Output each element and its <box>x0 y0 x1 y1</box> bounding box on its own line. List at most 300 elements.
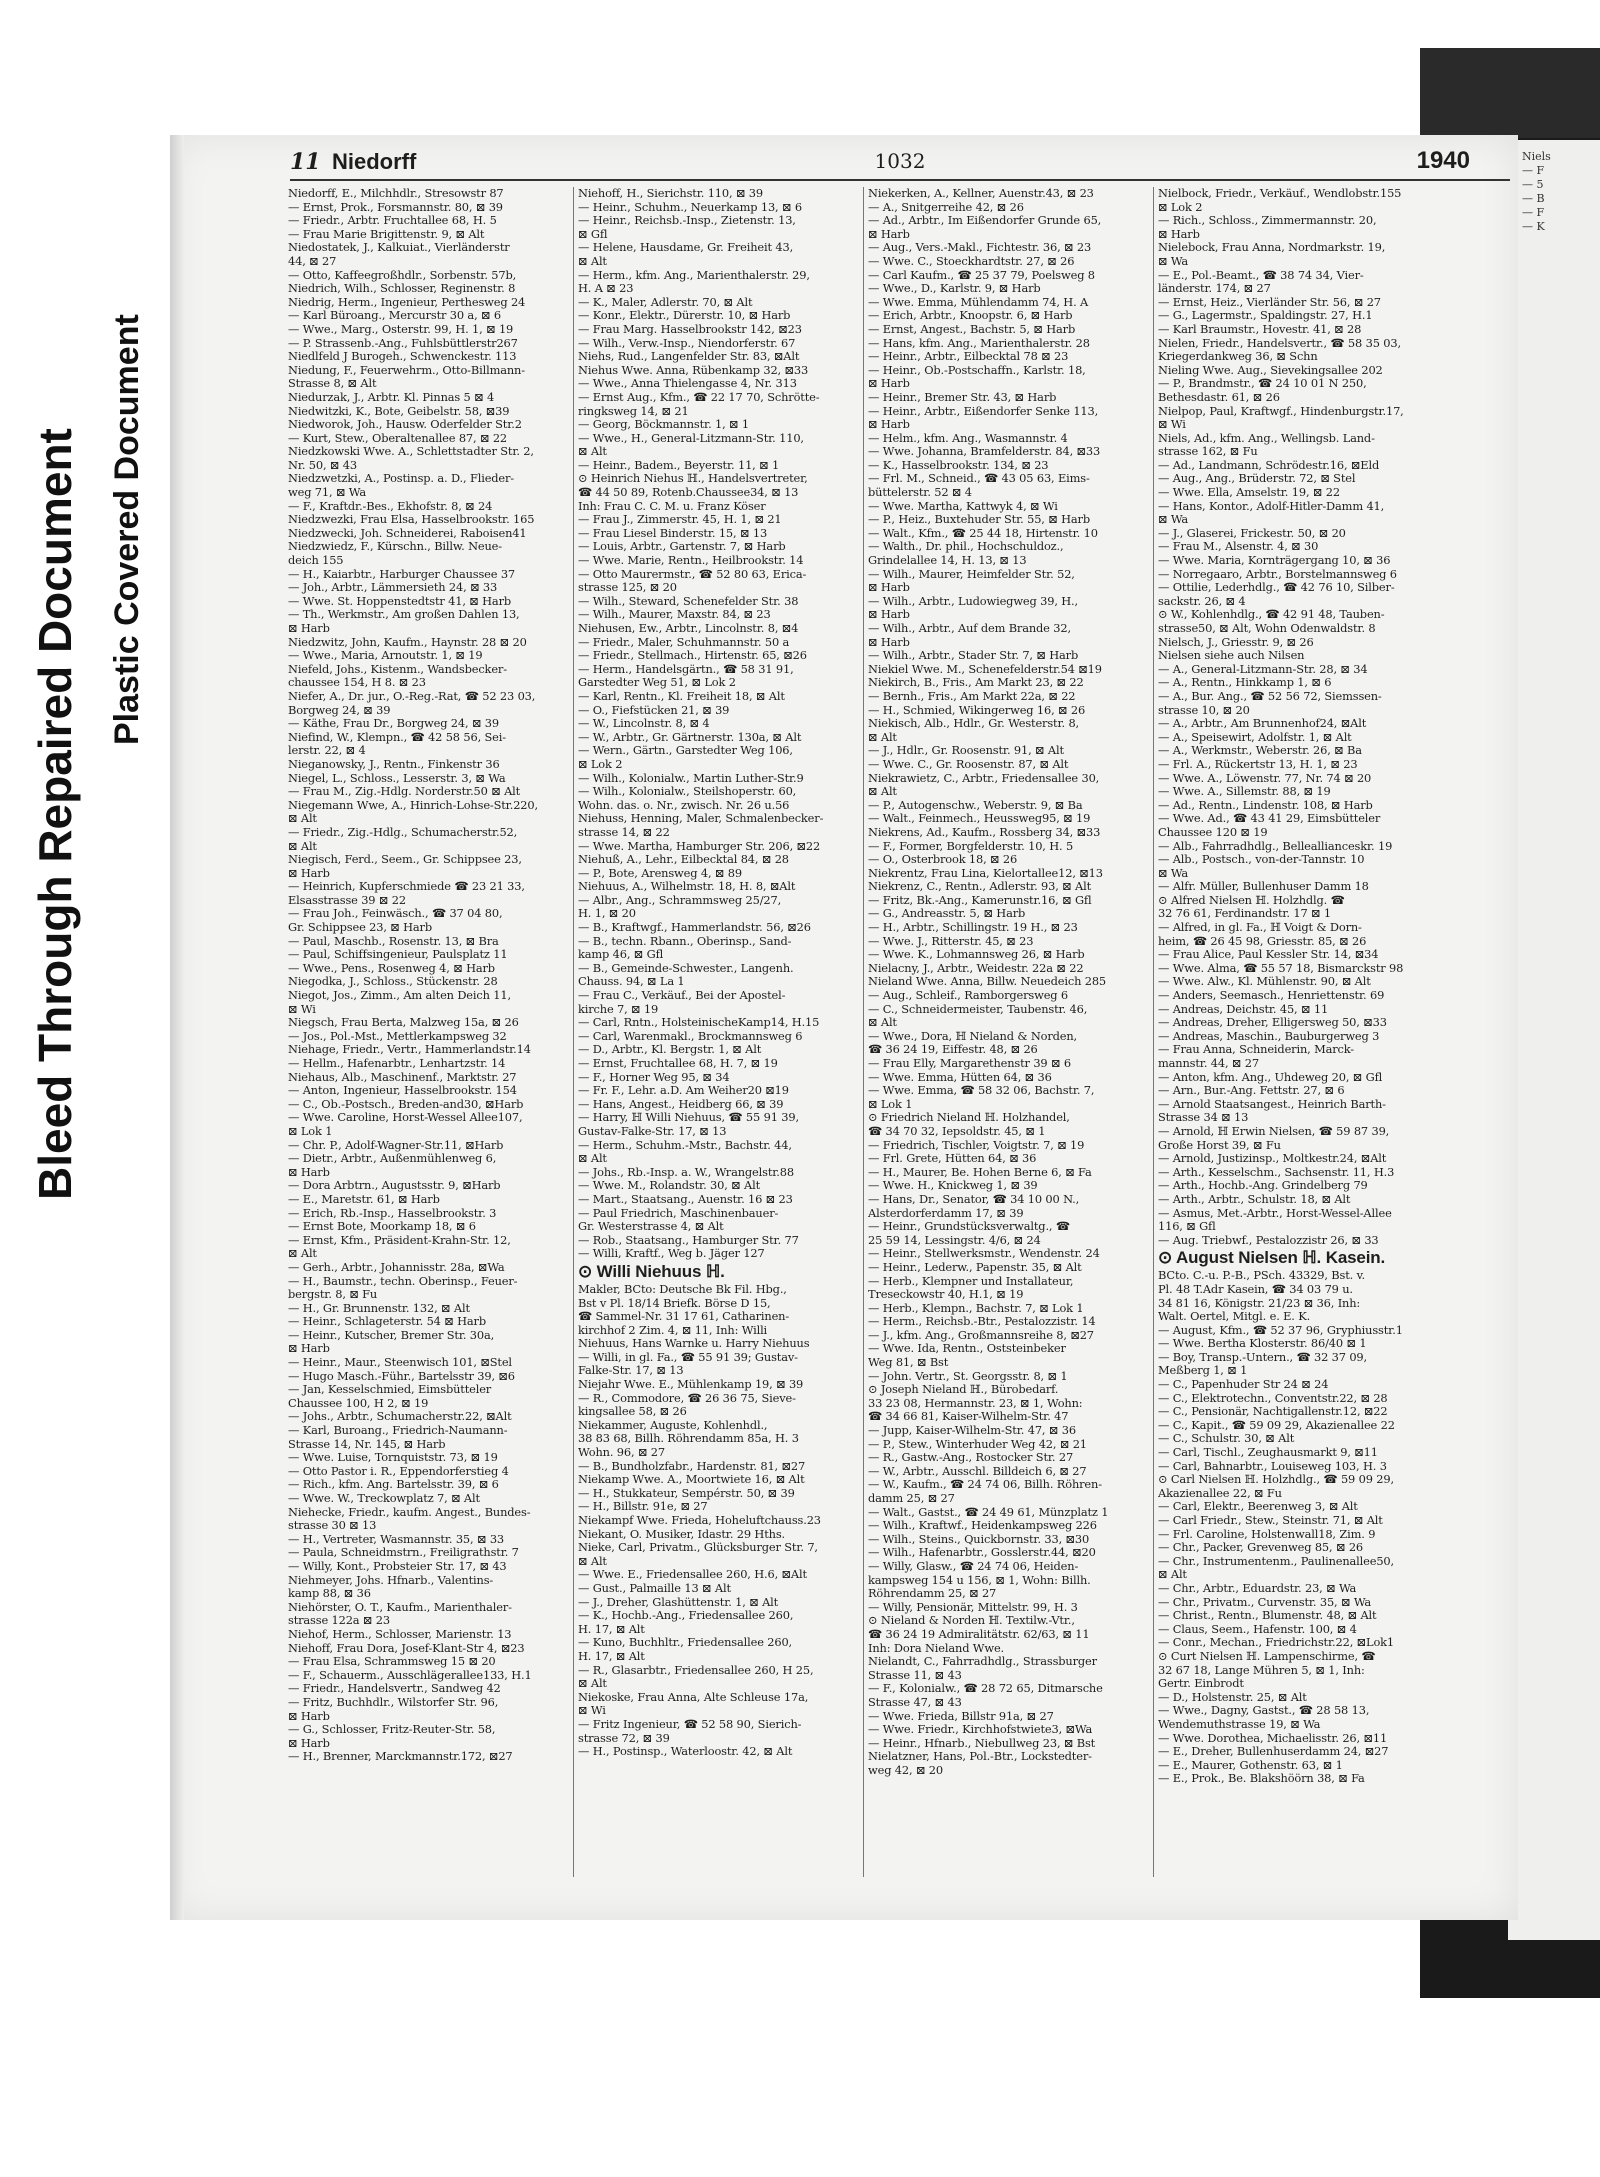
directory-entry-line: — E., Prok., Be. Blakshöörn 38, ⊠ Fa <box>1158 1772 1365 1786</box>
directory-entry-line: — Wilh., Maurer, Heimfelder Str. 52, <box>868 567 1075 581</box>
directory-entry-line: ringksweg 14, ⊠ 21 <box>578 404 689 418</box>
directory-entry-line: — Friedr., Maler, Schuhmannstr. 50 a <box>578 635 790 649</box>
directory-entry-line: — D., Arbtr., Kl. Bergstr. 1, ⊠ Alt <box>578 1043 762 1057</box>
directory-entry-line: — G., Schlosser, Fritz-Reuter-Str. 58, <box>288 1723 496 1737</box>
directory-entry-line: — H., Schmied, Wikingerweg 16, ⊠ 26 <box>868 703 1086 717</box>
directory-entry-line: Niedzwitz, John, Kaufm., Haynstr. 28 ⊠ 20 <box>288 635 527 649</box>
directory-entry-line: ⊙ Joseph Nieland ℍ., Bürobedarf. <box>868 1383 1059 1397</box>
directory-entry-line: — Wwe. Maria, Kornträgergang 10, ⊠ 36 <box>1158 554 1391 568</box>
directory-entry-line: — W., Kaufm., ☎ 24 74 06, Billh. Röhren- <box>868 1478 1102 1492</box>
directory-entry-line: — Aug. Triebwf., Pestalozzistr 26, ⊠ 33 <box>1158 1233 1379 1247</box>
directory-entry-line: — H., Billstr. 91e, ⊠ 27 <box>578 1500 708 1514</box>
directory-entry-line: 33 23 08, Hermannstr. 23, ⊠ 1, Wohn: <box>868 1396 1083 1410</box>
directory-entry-line: kirche 7, ⊠ 19 <box>578 1002 659 1016</box>
directory-entry-line: — F., Schauerm., Ausschlägerallee133, H.1 <box>288 1668 532 1682</box>
directory-entry-line: — B., Kraftwgf., Hammerlandstr. 56, ⊠26 <box>578 921 811 935</box>
directory-entry-line: Chaussee 100, H 2, ⊠ 19 <box>288 1396 429 1410</box>
directory-entry-line: — Ad., Rentn., Lindenstr. 108, ⊠ Harb <box>1158 798 1373 812</box>
directory-entry-line: Nielebock, Frau Anna, Nordmarkstr. 19, <box>1158 241 1386 255</box>
directory-entry-line: Niekisch, Alb., Hdlr., Gr. Westerstr. 8, <box>868 717 1080 731</box>
page-header <box>290 145 1510 181</box>
directory-entry-line: — Friedr., Arbtr. Fruchtallee 68, H. 5 <box>288 214 497 228</box>
directory-entry-line: — R., Commodore, ☎ 26 36 75, Sieve- <box>578 1391 796 1405</box>
directory-entry-line: Röhrendamm 25, ⊠ 27 <box>868 1587 997 1601</box>
directory-entry-line: Niedworok, Joh., Hausw. Oderfelder Str.2 <box>288 418 522 432</box>
directory-entry-line: — Gerh., Arbtr., Johannisstr. 28a, ⊠Wa <box>288 1260 505 1274</box>
directory-entry-line: Nielatzner, Hans, Pol.-Btr., Lockstedter- <box>868 1750 1092 1764</box>
directory-entry-line: Nielandt, C., Fahrradhdlg., Strassburger <box>868 1655 1097 1669</box>
directory-entry-line: — F., Horner Weg 95, ⊠ 34 <box>578 1070 730 1084</box>
directory-entry-line: — Harry, ℍ Willi Niehuus, ☎ 55 91 39, <box>578 1111 799 1125</box>
directory-entry-line: Garstedter Weg 51, ⊠ Lok 2 <box>578 676 736 690</box>
directory-entry-line: Walt. Oertel, Mitgl. e. E. K. <box>1158 1310 1311 1324</box>
directory-entry-line: strasse 72, ⊠ 39 <box>578 1731 670 1745</box>
directory-entry-line: ⊙ Nieland & Norden ℍ. Textilw.-Vtr., <box>868 1614 1075 1628</box>
directory-entry-line: Niehörster, O. T., Kaufm., Marienthaler- <box>288 1600 512 1614</box>
directory-entry-line: — Heinr., Badem., Beyerstr. 11, ⊠ 1 <box>578 458 780 472</box>
directory-entry-line: — Arn., Bur.-Ang. Fettstr. 27, ⊠ 6 <box>1158 1084 1345 1098</box>
directory-entry-line: Niedung, F., Feuerwehrm., Otto-Billmann- <box>288 363 525 377</box>
directory-entry-line: — Anders, Seemasch., Henriettenstr. 69 <box>1158 989 1385 1003</box>
directory-entry-line: ☎ 36 24 19 Admiralitätstr. 62/63, ⊠ 11 <box>868 1627 1090 1641</box>
directory-entry-line: Nieling Wwe. Aug., Sievekingsallee 202 <box>1158 363 1383 377</box>
directory-entry-line: — Wwe. E., Friedensallee 260, H.6, ⊠Alt <box>578 1568 807 1582</box>
directory-entry-line: büttelerstr. 52 ⊠ 4 <box>868 486 972 500</box>
directory-entry-line: ⊠ Wa <box>1158 254 1189 268</box>
directory-entry-line: — H., Postinsp., Waterloostr. 42, ⊠ Alt <box>578 1745 793 1759</box>
directory-column-4 <box>1158 187 1444 1887</box>
directory-entry-line: — Herm., Handelsgärtn., ☎ 58 31 91, <box>578 662 794 676</box>
directory-entry-line: ⊠ Alt <box>578 1554 607 1568</box>
directory-entry-line: — B., techn. Rbann., Oberinsp., Sand- <box>578 934 792 948</box>
directory-entry-line: — Dietr., Arbtr., Außenmühlenweg 6, <box>288 1152 497 1166</box>
directory-entry-line: — Aug., Schleif., Ramborgersweg 6 <box>868 989 1068 1003</box>
directory-entry-line: Niels, Ad., kfm. Ang., Wellingsb. Land- <box>1158 431 1375 445</box>
directory-entry-line: strasse50, ⊠ Alt, Wohn Odenwaldstr. 8 <box>1158 622 1376 635</box>
directory-entry-line: — E., Maretstr. 61, ⊠ Harb <box>288 1192 440 1206</box>
directory-entry-line: Niekrawietz, C., Arbtr., Friedensallee 30, <box>868 771 1100 785</box>
directory-entry-line: ☎ Sammel-Nr. 31 17 61, Catharinen- <box>578 1310 790 1324</box>
directory-entry-line: — Herm., Reichsb.-Btr., Pestalozzistr. 14 <box>868 1315 1096 1329</box>
directory-entry-line: — Th., Werkmstr., Am großen Dahlen 13, <box>288 608 520 622</box>
directory-entry-line: Niekampf Wwe. Frieda, Hoheluftchauss.23 <box>578 1514 821 1527</box>
directory-entry-line: Niehoff, Frau Dora, Josef-Klant-Str 4, ⊠23 <box>288 1641 525 1655</box>
directory-entry-line: — H., Baumstr., techn. Oberinsp., Feuer- <box>288 1274 518 1288</box>
directory-entry-line: — Karl Braumstr., Hovestr. 41, ⊠ 28 <box>1158 322 1362 336</box>
directory-entry-line: — Carl, Warenmakl., Brockmannsweg 6 <box>578 1029 803 1043</box>
scanner-bed-top <box>1420 48 1600 138</box>
directory-entry-line: — Wwe. Alw., Kl. Mühlenstr. 90, ⊠ Alt <box>1158 975 1371 989</box>
directory-entry-line: — Frau Marg. Hasselbrookstr 142, ⊠23 <box>578 322 802 336</box>
directory-entry-line: — Fr. F., Lehr. a.D. Am Weiher20 ⊠19 <box>578 1084 789 1098</box>
directory-entry-line: — August, Kfm., ☎ 52 37 96, Gryphiusstr.1 <box>1158 1323 1403 1337</box>
adjacent-page-fragment: Niels <box>1522 150 1551 163</box>
directory-entry-line: Elsasstrasse 39 ⊠ 22 <box>288 893 406 907</box>
directory-entry-line: — Paul Friedrich, Maschinenbauer- <box>578 1206 779 1220</box>
directory-entry-line: — Carl Kaufm., ☎ 25 37 79, Poelsweg 8 <box>868 268 1095 282</box>
directory-entry-line: — G., Lagermstr., Spaldingstr. 27, H.1 <box>1158 309 1373 323</box>
directory-entry-line: Niegsch, Frau Berta, Malzweg 15a, ⊠ 26 <box>288 1016 519 1030</box>
directory-entry-line: — Wwe. A., Löwenstr. 77, Nr. 74 ⊠ 20 <box>1158 771 1372 785</box>
directory-entry-line: Nielen, Friedr., Handelsvertr., ☎ 58 35 03, <box>1158 336 1401 350</box>
directory-entry-line: — Wilh., Kolonialw., Martin Luther-Str.9 <box>578 771 804 785</box>
directory-entry-line: — Paul, Maschb., Rosenstr. 13, ⊠ Bra <box>288 934 499 948</box>
directory-entry-line: Nielacny, J., Arbtr., Weidestr. 22a ⊠ 22 <box>868 961 1084 975</box>
directory-entry-line: — Chr., Instrumentenm., Paulinenallee50, <box>1158 1554 1395 1568</box>
directory-entry-line: ⊠ Alt <box>288 839 317 853</box>
directory-entry-line: H. A ⊠ 23 <box>578 282 634 296</box>
directory-entry-line: — Wwe., Maria, Arnoutstr. 1, ⊠ 19 <box>288 649 483 663</box>
directory-entry-line: — Aug., Ang., Brüderstr. 72, ⊠ Stel <box>1158 472 1356 486</box>
directory-entry-line: ⊠ Wi <box>288 1002 316 1016</box>
directory-entry-line: Niehuss, Henning, Maler, Schmalenbecker- <box>578 812 824 826</box>
directory-entry-line: — Frau Elsa, Schrammsweg 15 ⊠ 20 <box>288 1655 496 1669</box>
directory-entry-line: — Herb., Klempner und Installateur, <box>868 1274 1074 1288</box>
directory-entry-line: sackstr. 26, ⊠ 4 <box>1158 594 1246 608</box>
directory-entry-line: — A., Bur. Ang., ☎ 52 56 72, Siemssen- <box>1158 689 1382 703</box>
directory-entry-line: — C., Elektrotechn., Conventstr.22, ⊠ 28 <box>1158 1391 1388 1405</box>
directory-entry-line: — C., Ob.-Postsch., Breden-and30, ⊠Harb <box>288 1097 524 1111</box>
directory-entry-line: Niedzwecki, Joh. Schneiderei, Raboisen41 <box>288 526 527 540</box>
directory-entry-line: Meßberg 1, ⊠ 1 <box>1158 1364 1248 1378</box>
directory-entry-line: — W., Arbtr., Ausschl. Billdeich 6, ⊠ 27 <box>868 1464 1087 1478</box>
adjacent-page-fragment: — F <box>1522 206 1545 219</box>
directory-entry-line: — Friedr., Stellmach., Hirtenstr. 65, ⊠26 <box>578 649 807 663</box>
directory-entry-line: Nieganowsky, J., Rentn., Finkenstr 36 <box>288 757 500 771</box>
directory-entry-line: Niekerken, A., Kellner, Auenstr.43, ⊠ 23 <box>868 187 1094 200</box>
directory-entry-line: ⊠ Harb <box>288 866 330 880</box>
scanned-page <box>170 135 1518 1920</box>
directory-entry-line: — A., Arbtr., Am Brunnenhof24, ⊠Alt <box>1158 717 1367 731</box>
directory-entry-line: Strasse 14, Nr. 145, ⊠ Harb <box>288 1437 446 1451</box>
directory-entry-line: Niedrig, Herm., Ingenieur, Perthesweg 24 <box>288 295 526 309</box>
directory-entry-line: — Kurt, Stew., Oberaltenallee 87, ⊠ 22 <box>288 431 508 445</box>
directory-entry-line: strasse 14, ⊠ 22 <box>578 825 670 839</box>
directory-entry-line: — Wilh., Arbtr., Ludowiegweg 39, H., <box>868 594 1078 608</box>
directory-entry-line: — Bernh., Fris., Am Markt 22a, ⊠ 22 <box>868 689 1076 703</box>
directory-entry-line: — C., Kapit., ☎ 59 09 29, Akazienallee 22 <box>1158 1418 1395 1432</box>
directory-entry-line: — A., Werkmstr., Weberstr. 26, ⊠ Ba <box>1158 744 1362 758</box>
directory-entry-line: Niedzwezki, Frau Elsa, Hasselbrookstr. 165 <box>288 513 535 527</box>
directory-entry-line: Niehs, Rud., Langenfelder Str. 83, ⊠Alt <box>578 350 800 364</box>
directory-entry-line: — Erich, Arbtr., Knoopstr. 6, ⊠ Harb <box>868 309 1073 323</box>
directory-entry-line: — Wwe. W., Treckowplatz 7, ⊠ Alt <box>288 1492 480 1505</box>
directory-entry-line: — P., Bote, Arensweg 4, ⊠ 89 <box>578 866 742 880</box>
directory-entry-line: — Wwe. Martha, Kattwyk 4, ⊠ Wi <box>868 499 1058 513</box>
directory-entry-line: — O., Osterbrook 18, ⊠ 26 <box>868 853 1018 867</box>
directory-entry-line: Gertr. Einbrodt <box>1158 1677 1244 1691</box>
directory-entry-line: Bethesdastr. 61, ⊠ 26 <box>1158 390 1280 404</box>
directory-entry-line: ⊠ Alt <box>578 254 607 268</box>
directory-entry-line: — Dora Arbtrn., Augustsstr. 9, ⊠Harb <box>288 1179 501 1193</box>
directory-entry-line: — Chr., Arbtr., Eduardstr. 23, ⊠ Wa <box>1158 1581 1357 1595</box>
directory-entry-line: — Wilh., Steward, Schenefelder Str. 38 <box>578 594 799 608</box>
directory-entry-line: — Claus, Seem., Hafenstr. 100, ⊠ 4 <box>1158 1622 1357 1636</box>
directory-column-1 <box>288 187 574 1887</box>
directory-entry-line: ⊠ Harb <box>288 1165 330 1179</box>
directory-entry-line: — Andreas, Maschin., Bauburgerweg 3 <box>1158 1029 1380 1043</box>
directory-entry-line: Niekammer, Auguste, Kohlenhdl., <box>578 1418 768 1432</box>
directory-entry-line: Niekant, O. Musiker, Idastr. 29 Hths. <box>578 1527 785 1541</box>
directory-entry-line: — H., Stukkateur, Sempérstr. 50, ⊠ 39 <box>578 1486 795 1500</box>
directory-entry-line: — J., Glaserei, Frickestr. 50, ⊠ 20 <box>1158 526 1346 540</box>
directory-entry-line: Nr. 50, ⊠ 43 <box>288 458 357 472</box>
directory-entry-line: — Käthe, Frau Dr., Borgweg 24, ⊠ 39 <box>288 717 500 731</box>
directory-entry-line: — Wwe. Bertha Klosterstr. 86/40 ⊠ 1 <box>1158 1337 1367 1351</box>
directory-entry-line: Niehecke, Friedr., kaufm. Angest., Bundes- <box>288 1505 531 1519</box>
directory-entry-line: — Karl Büroang., Mercurstr 30 a, ⊠ 6 <box>288 309 501 323</box>
directory-entry-line: H. 17, ⊠ Alt <box>578 1649 645 1663</box>
directory-entry-line: — Frl. M., Schneid., ☎ 43 05 63, Eims- <box>868 472 1090 486</box>
directory-entry-line: — Alb., Fahrradhdlg., Belleallianceskr. 19 <box>1158 839 1393 853</box>
directory-entry-line: — Jos., Pol.-Mst., Mettlerkampsweg 32 <box>288 1029 507 1043</box>
directory-entry-line: — Frau Liesel Binderstr. 15, ⊠ 13 <box>578 526 768 540</box>
directory-entry-line: — H., Gr. Brunnenstr. 132, ⊠ Alt <box>288 1301 470 1315</box>
directory-entry-line: ⊠ Harb <box>288 1736 330 1750</box>
directory-entry-line: — Heinr., Arbtr., Eißendorfer Senke 113, <box>868 404 1099 418</box>
directory-entry-line: — Wwe., D., Karlstr. 9, ⊠ Harb <box>868 282 1041 296</box>
directory-entry-line: — Rich., Schloss., Zimmermannstr. 20, <box>1158 214 1377 228</box>
directory-entry-line: — J., Dreher, Glashüttenstr. 1, ⊠ Alt <box>578 1595 779 1609</box>
directory-entry-line: — Willy, Kont., Probsteier Str. 17, ⊠ 43 <box>288 1559 507 1573</box>
directory-entry-line: Niedzkowski Wwe. A., Schlettstadter Str. 2, <box>288 445 534 459</box>
directory-entry-line: ⊠ Alt <box>288 812 317 826</box>
directory-entry-line: — P., Brandmstr., ☎ 24 10 01 N 250, <box>1158 377 1367 391</box>
directory-entry-line: — Albr., Ang., Schrammsweg 25/27, <box>578 893 782 907</box>
directory-entry-line: strasse 162, ⊠ Fu <box>1158 445 1258 459</box>
directory-entry-line: — Chr., Privatm., Curvenstr. 35, ⊠ Wa <box>1158 1595 1372 1609</box>
directory-entry-line: — Wilh., Hafenarbtr., Gosslerstr.44, ⊠20 <box>868 1546 1096 1560</box>
directory-entry-line: — Alb., Postsch., von-der-Tannstr. 10 <box>1158 853 1365 867</box>
directory-entry-line: — Ernst, Kfm., Präsident-Krahn-Str. 12, <box>288 1233 511 1247</box>
directory-entry-line: Niehage, Friedr., Vertr., Hammerlandstr.14 <box>288 1043 531 1057</box>
directory-entry-line: ⊙ W., Kohlenhdlg., ☎ 42 91 48, Tauben- <box>1158 608 1385 622</box>
directory-entry-line: ⊠ Alt <box>868 1016 897 1030</box>
directory-entry-line: — Walt., Kfm., ☎ 25 44 18, Hirtenstr. 10 <box>868 526 1098 540</box>
directory-entry-line: — Willy, Pensionär, Mittelstr. 99, H. 3 <box>868 1600 1078 1614</box>
directory-entry-line: — Paula, Schneidmstrn., Freiligrathstr. 7 <box>288 1546 519 1560</box>
directory-entry-line: — Boy, Transp.-Untern., ☎ 32 37 09, <box>1158 1350 1367 1364</box>
directory-entry-line: Niedzwiedz, F., Kürschn., Billw. Neue- <box>288 540 502 554</box>
directory-entry-line: — Frau M., Alsenstr. 4, ⊠ 30 <box>1158 540 1319 554</box>
directory-entry-line: ⊠ Alt <box>1158 1568 1187 1582</box>
directory-entry-line: 32 67 18, Lange Mühren 5, ⊠ 1, Inh: <box>1158 1663 1365 1677</box>
directory-entry-line: — P. Strassenb.-Ang., Fuhlsbüttlerstr267 <box>288 336 518 350</box>
directory-entry-line: — Wwe., Dagny, Gastst., ☎ 28 58 13, <box>1158 1704 1370 1718</box>
directory-entry-line: Niehuus, Hans Warnke u. Harry Niehuus <box>578 1337 810 1351</box>
directory-entry-line: — Paul, Schiffsingenieur, Paulsplatz 11 <box>288 948 508 962</box>
directory-entry-line: ⊠ Alt <box>578 445 607 459</box>
directory-entry-line: — Willy, Glasw., ☎ 24 74 06, Heiden- <box>868 1559 1079 1573</box>
directory-entry-line: — Wwe. H., Knickweg 1, ⊠ 39 <box>868 1179 1038 1193</box>
directory-entry-line: deich 155 <box>288 554 344 568</box>
directory-entry-line: — Hugo Masch.-Führ., Bartelsstr 39, ⊠6 <box>288 1369 515 1383</box>
directory-entry-line: Inh: Dora Nieland Wwe. <box>868 1641 1005 1655</box>
directory-entry-line: mannstr. 44, ⊠ 27 <box>1158 1057 1259 1070</box>
directory-entry-line: ⊠ Harb <box>288 1342 330 1356</box>
directory-entry-line: ⊠ Lok 2 <box>578 757 623 771</box>
directory-entry-line: — Wwe. Marie, Rentn., Heilbrookstr. 14 <box>578 554 804 568</box>
directory-entry-line: — H., Arbtr., Schillingstr. 19 H., ⊠ 23 <box>868 921 1078 935</box>
directory-entry-line: — Conr., Mechan., Friedrichstr.22, ⊠Lok1 <box>1158 1636 1394 1650</box>
directory-entry-line: Niekamp Wwe. A., Moortwiete 16, ⊠ Alt <box>578 1473 805 1487</box>
directory-entry-line: — Wwe. St. Hoppenstedtstr 41, ⊠ Harb <box>288 594 512 608</box>
directory-entry-line: — Frau Alice, Paul Kessler Str. 14, ⊠34 <box>1158 948 1379 962</box>
directory-entry-line: ⊠ Lok 1 <box>288 1124 333 1138</box>
directory-entry-line: Niehuus, A., Wilhelmstr. 18, H. 8, ⊠Alt <box>578 880 796 894</box>
directory-entry-line: Kriegerdankweg 36, ⊠ Schn <box>1158 350 1318 364</box>
directory-entry-line: BCto. C.-u. P.-B., PSch. 43329, Bst. v. <box>1158 1269 1365 1283</box>
directory-entry-line: — Herm., kfm. Ang., Marienthalerstr. 29, <box>578 268 810 282</box>
directory-entry-line: — E., Pol.-Beamt., ☎ 38 74 34, Vier- <box>1158 268 1364 282</box>
directory-entry-line: Wohn. das. o. Nr., zwisch. Nr. 26 u.56 <box>578 798 790 812</box>
directory-entry-line: — Anton, kfm. Ang., Uhdeweg 20, ⊠ Gfl <box>1158 1070 1383 1084</box>
directory-entry-line: — Wwe. Alma, ☎ 55 57 18, Bismarckstr 98 <box>1158 961 1404 975</box>
directory-entry-line: — Wwe. Martha, Hamburger Str. 206, ⊠22 <box>578 839 821 853</box>
directory-entry-line: ⊠ Wa <box>1158 866 1189 880</box>
directory-entry-line: strasse 10, ⊠ 20 <box>1158 703 1250 717</box>
directory-entry-line: — Wilh., Arbtr., Stader Str. 7, ⊠ Harb <box>868 649 1079 663</box>
directory-entry-line: Niegodka, J., Schloss., Stückenstr. 28 <box>288 975 498 989</box>
directory-entry-line: — Wern., Gärtn., Garstedter Weg 106, <box>578 744 793 758</box>
directory-entry-line: — Carl, Elektr., Beerenweg 3, ⊠ Alt <box>1158 1500 1358 1514</box>
directory-entry-line: — Wilh., Steins., Quickbornstr. 33, ⊠30 <box>868 1532 1090 1546</box>
directory-entry-line: — C., Schulstr. 30, ⊠ Alt <box>1158 1432 1295 1446</box>
directory-entry-line: — Wwe. C., Stoeckhardtstr. 27, ⊠ 26 <box>868 254 1075 268</box>
directory-entry-line: — Christ., Rentn., Blumenstr. 48, ⊠ Alt <box>1158 1609 1377 1623</box>
directory-entry-line: Nielsen siehe auch Nilsen <box>1158 649 1305 663</box>
directory-entry-line: ⊠ Harb <box>868 608 910 622</box>
directory-entry-line: — H., Vertreter, Wasmannstr. 35, ⊠ 33 <box>288 1532 505 1546</box>
directory-entry-line: lerstr. 22, ⊠ 4 <box>288 744 366 758</box>
directory-entry-line: Nieland Wwe. Anna, Billw. Neuedeich 285 <box>868 975 1107 989</box>
directory-entry-line: weg 42, ⊠ 20 <box>868 1763 943 1777</box>
directory-entry-line: Niedzwetzki, A., Postinsp. a. D., Flieder- <box>288 472 515 486</box>
directory-entry-line: — Wwe. K., Lohmannsweg 26, ⊠ Harb <box>868 948 1085 962</box>
directory-entry-line: — Frau Joh., Feinwäsch., ☎ 37 04 80, <box>288 907 503 921</box>
directory-entry-line: — Walt., Gastst., ☎ 24 49 61, Münzplatz 1 <box>868 1505 1109 1519</box>
directory-entry-line: — Frau C., Verkäuf., Bei der Apostel- <box>578 989 786 1003</box>
directory-entry-line: — A., Snitgerreihe 42, ⊠ 26 <box>868 200 1024 214</box>
directory-entry-line: — Friedr., Handelsvertr., Sandweg 42 <box>288 1682 501 1696</box>
directory-entry-line: — Ernst, Angest., Bachstr. 5, ⊠ Harb <box>868 322 1076 336</box>
directory-entry-line: ⊙ August Nielsen ℍ. Kasein. <box>1158 1248 1386 1268</box>
directory-entry-line: ⊠ Harb <box>868 581 910 595</box>
directory-entry-line: — Erich, Rb.-Insp., Hasselbrookstr. 3 <box>288 1206 497 1220</box>
directory-entry-line: — Wwe., Anna Thielengasse 4, Nr. 313 <box>578 377 797 391</box>
annotation-margin <box>0 0 175 2177</box>
directory-entry-line: — Fritz, Bk.-Ang., Kamerunstr.16, ⊠ Gfl <box>868 893 1092 907</box>
directory-entry-line: — Ernst, Heiz., Vierländer Str. 56, ⊠ 27 <box>1158 295 1381 309</box>
directory-entry-line: ⊠ Wi <box>578 1704 606 1718</box>
directory-entry-line: — K., Hochb.-Ang., Friedensallee 260, <box>578 1609 794 1623</box>
directory-entry-line: — John. Vertr., St. Georgsstr. 8, ⊠ 1 <box>868 1369 1068 1383</box>
directory-entry-line: ⊠ Alt <box>578 1677 607 1691</box>
header-column-number: 11 <box>290 149 321 175</box>
directory-entry-line: — Ernst Bote, Moorkamp 18, ⊠ 6 <box>288 1220 476 1234</box>
directory-entry-line: — Walt., Feinmech., Heussweg95, ⊠ 19 <box>868 812 1091 826</box>
adjacent-page-fragment: — 5 <box>1522 178 1544 191</box>
directory-entry-line: ⊙ Willi Niehuus ℍ. <box>578 1261 725 1281</box>
directory-entry-line: — Kuno, Buchhltr., Friedensallee 260, <box>578 1636 793 1650</box>
directory-entry-line: — Fritz Ingenieur, ☎ 52 58 90, Sierich- <box>578 1717 802 1731</box>
directory-entry-line: — J., kfm. Ang., Großmannsreihe 8, ⊠27 <box>868 1328 1094 1342</box>
directory-entry-line: — Wwe. Caroline, Horst-Wessel Allee107, <box>288 1111 523 1125</box>
directory-entry-line: — Frl. Grete, Hütten 64, ⊠ 36 <box>868 1152 1037 1166</box>
directory-entry-line: ⊠ Harb <box>1158 227 1200 241</box>
directory-entry-line: — Friedrich, Tischler, Voigtstr. 7, ⊠ 19 <box>868 1138 1085 1152</box>
directory-entry-line: — R., Glasarbtr., Friedensallee 260, H 25, <box>578 1663 814 1677</box>
directory-entry-line: Niekrentz, Frau Lina, Kielortallee12, ⊠13 <box>868 866 1103 880</box>
directory-entry-line: Alsterdorferdamm 17, ⊠ 39 <box>868 1206 1024 1220</box>
directory-entry-line: Niedostatek, J., Kalkuiat., Vierländerstr <box>288 241 510 255</box>
directory-entry-line: kirchhof 2 Zim. 4, ⊠ 11, Inh: Willi <box>578 1323 768 1337</box>
directory-entry-line: — Heinrich, Kupferschmiede ☎ 23 21 33, <box>288 880 525 894</box>
directory-entry-line: Niehus Wwe. Anna, Rübenkamp 32, ⊠33 <box>578 363 809 377</box>
directory-entry-line: — Arnold, Justizinsp., Moltkestr.24, ⊠Alt <box>1158 1152 1387 1166</box>
directory-entry-line: — Frau M., Zig.-Hdlg. Norderstr.50 ⊠ Alt <box>288 785 521 799</box>
directory-entry-line: Gr. Westerstrasse 4, ⊠ Alt <box>578 1220 724 1234</box>
directory-entry-line: ⊠ Harb <box>288 1709 330 1723</box>
directory-entry-line: ⊙ Friedrich Nieland ℍ. Holzhandel, <box>868 1111 1070 1125</box>
directory-entry-line: — Frau J., Zimmerstr. 45, H. 1, ⊠ 21 <box>578 513 782 527</box>
directory-entry-line: — Fritz, Buchhdlr., Wilstorfer Str. 96, <box>288 1695 499 1709</box>
directory-entry-line: — Wwe. Emma, Hütten 64, ⊠ 36 <box>868 1070 1052 1084</box>
directory-entry-line: Niekiel Wwe. M., Schenefelderstr.54 ⊠19 <box>868 662 1102 676</box>
directory-entry-line: Niefeld, Johs., Kistenm., Wandsbecker- <box>288 662 507 676</box>
directory-entry-line: — K., Maler, Adlerstr. 70, ⊠ Alt <box>578 295 753 309</box>
directory-entry-line: — C., Pensionär, Nachtigallenstr.12, ⊠22 <box>1158 1405 1388 1419</box>
directory-entry-line: ⊙ Alfred Nielsen ℍ. Holzhdlg. ☎ <box>1158 893 1345 907</box>
directory-entry-line: — W., Lincolnstr. 8, ⊠ 4 <box>578 717 710 731</box>
directory-entry-line: Grindelallee 14, H. 13, ⊠ 13 <box>868 554 1027 568</box>
directory-year: 1940 <box>1416 147 1470 174</box>
directory-entry-line: ⊠ Alt <box>578 1152 607 1166</box>
directory-entry-line: — Hellm., Hafenarbtr., Lenhartzstr. 14 <box>288 1057 506 1070</box>
directory-entry-line: — Helene, Hausdame, Gr. Freiheit 43, <box>578 241 794 255</box>
directory-entry-line: Niegel, L., Schloss., Lesserstr. 3, ⊠ Wa <box>288 771 506 785</box>
directory-entry-line: Chauss. 94, ⊠ La 1 <box>578 975 685 989</box>
directory-entry-line: Niehoff, H., Sierichstr. 110, ⊠ 39 <box>578 187 763 200</box>
directory-entry-line: — Frau Marie Brigittenstr. 9, ⊠ Alt <box>288 227 485 241</box>
directory-entry-line: Nielsch, J., Griesstr. 9, ⊠ 26 <box>1158 635 1314 649</box>
directory-entry-line: — Wilh., Verw.-Insp., Niendorferstr. 67 <box>578 336 796 350</box>
directory-entry-line: strasse 125, ⊠ 20 <box>578 581 677 595</box>
directory-entry-line: — Carl, Bahnarbtr., Louiseweg 103, H. 3 <box>1158 1459 1387 1473</box>
directory-entry-line: — Rich., kfm. Ang. Bartelsstr. 39, ⊠ 6 <box>288 1478 499 1492</box>
directory-entry-line: — H., Maurer, Be. Hohen Berne 6, ⊠ Fa <box>868 1165 1092 1179</box>
directory-entry-line: — C., Papenhuder Str 24 ⊠ 24 <box>1158 1378 1329 1392</box>
directory-entry-line: Falke-Str. 17, ⊠ 13 <box>578 1364 684 1378</box>
directory-entry-line: — Andreas, Dreher, Elligersweg 50, ⊠33 <box>1158 1016 1387 1030</box>
directory-entry-line: — A., General-Litzmann-Str. 28, ⊠ 34 <box>1158 662 1368 676</box>
directory-entry-line: ⊠ Alt <box>288 1247 317 1261</box>
directory-entry-line: — Wwe. Ida, Rentn., Oststeinbeker <box>868 1342 1066 1356</box>
directory-entry-line: Bst v Pl. 18/14 Briefk. Börse D 15, <box>578 1296 771 1310</box>
directory-entry-line: — Frau Anna, Schneiderin, Marck- <box>1158 1043 1355 1057</box>
directory-entry-line: ☎ 34 66 81, Kaiser-Wilhelm-Str. 47 <box>868 1410 1069 1424</box>
directory-entry-line: Niehaus, Alb., Maschinenf., Marktstr. 27 <box>288 1070 517 1084</box>
directory-entry-line: 38 83 68, Billh. Röhrendamm 85a, H. 3 <box>578 1432 799 1446</box>
directory-entry-line: Strasse 34 ⊠ 13 <box>1158 1111 1249 1125</box>
directory-entry-line: Niefind, W., Klempn., ☎ 42 58 56, Sei- <box>288 730 506 744</box>
directory-entry-line: — Wwe. J., Ritterstr. 45, ⊠ 23 <box>868 934 1034 948</box>
directory-entry-line: — D., Holstenstr. 25, ⊠ Alt <box>1158 1690 1307 1704</box>
directory-entry-line: — F., Kraftdr.-Bes., Ekhofstr. 8, ⊠ 24 <box>288 499 493 513</box>
directory-entry-line: — Gust., Palmaille 13 ⊠ Alt <box>578 1581 731 1595</box>
directory-entry-line: Niekirch, B., Fris., Am Markt 23, ⊠ 22 <box>868 676 1084 690</box>
directory-entry-line: 116, ⊠ Gfl <box>1158 1220 1216 1234</box>
